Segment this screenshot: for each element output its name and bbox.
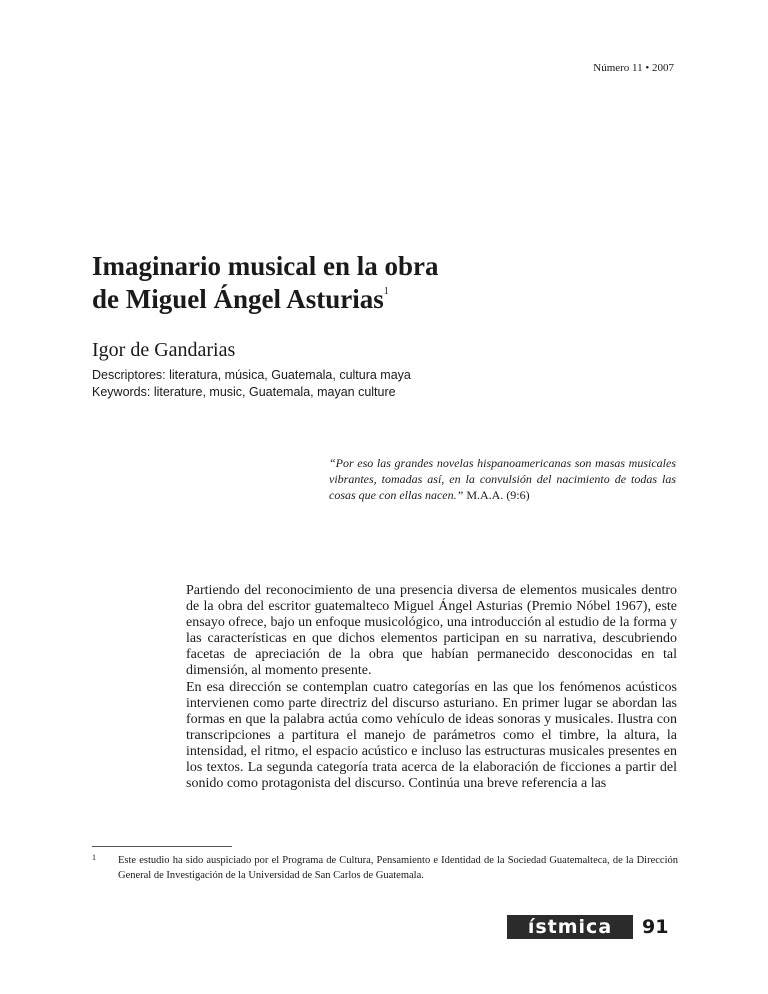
title-line-2: de Miguel Ángel Asturias [92,284,384,314]
descriptores: Descriptores: literatura, música, Guatemala, cultura maya [92,368,411,382]
epigraph-quote: “Por eso las grandes novelas hispanoamericanas son masas musicales vibrantes, tomadas así, en la convulsión del nacimiento de todas las cosas que con ellas nacen.” [329,456,676,502]
keywords: Keywords: literature, music, Guatemala, mayan culture [92,385,396,399]
footnote-number: 1 [92,853,96,862]
epigraph [329,455,676,503]
article-title [92,250,439,316]
author-name: Igor de Gandarias [92,339,236,361]
footnote-text: Este estudio ha sido auspiciado por el Programa de Cultura, Pensamiento e Identidad de la Sociedad Guatemalteca, de la Dirección General de Investigación de la Universidad de San Carlos de Guatemala. [118,855,678,881]
paragraph-1: Partiendo del reconocimiento de una presencia diversa de elementos musicales dentro de la obra del escritor guatemalteco Miguel Ángel Asturias (Premio Nóbel 1967), este ensayo ofrece, bajo un enfoque musicológico, una introducción al estudio de la forma y las características en que dichos elementos participan en su narrativa, descubriendo facetas de apreciación de la obra que habían permanecido desconocidas en tal dimensión, al momento presente. [186,583,677,679]
issue-header: Número 11 • 2007 [593,62,674,74]
abstract-body [186,583,677,792]
title-line-1: Imaginario musical en la obra [92,251,439,281]
page-number: 91 [642,916,669,938]
epigraph-attribution: M.A.A. (9:6) [466,488,530,502]
title-footnote-ref[interactable]: 1 [383,286,389,297]
journal-logo: ístmica [507,915,633,939]
paragraph-2: En esa dirección se contemplan cuatro categorías en las que los fenómenos acústicos intervienen como parte directriz del discurso asturiano. En primer lugar se abordan las formas en que la palabra actúa como vehículo de ideas sonoras y musicales. Ilustra con transcripciones a partitura el manejo de parámetros como el timbre, la altura, la intensidad, el ritmo, el espacio acústico e incluso las estructuras musicales presentes en los textos. La segunda categoría trata acerca de la elaboración de ficciones a partir del sonido como protagonista del discurso. Continúa una breve referencia a las [186,679,677,792]
footnote-divider [92,846,232,847]
